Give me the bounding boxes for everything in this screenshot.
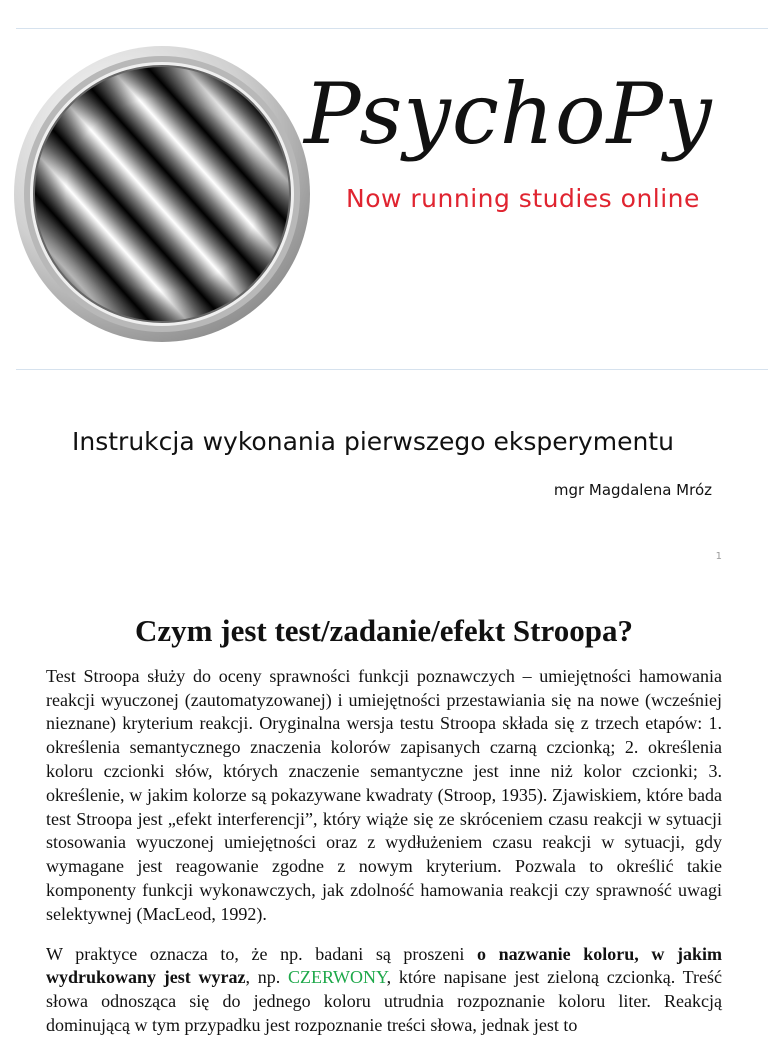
paragraph-practice (46, 943, 722, 1038)
brand-wordmark: PsychoPy (304, 65, 713, 163)
slide-author: mgr Magdalena Mróz (553, 481, 712, 499)
text-run: , które napisane jest zieloną czcionką. Treść słowa odnosząca się do jednego koloru utrudnia rozpoznanie koloru liter. Reakcją dominującą w tym przypadku jest rozpoznanie treści słowa, jednak jest to (46, 967, 722, 1035)
document-section (46, 612, 722, 1054)
slide-title: Instrukcja wykonania pierwszego eksperymentu (72, 427, 674, 456)
top-divider (16, 28, 768, 29)
slide-page-number: 1 (715, 551, 722, 562)
text-run: , np. (245, 967, 288, 988)
brand-tagline: Now running studies online (346, 184, 700, 213)
document-heading: Czym jest test/zadanie/efekt Stroopa? (135, 613, 633, 648)
text-run: W praktyce oznacza to, że np. badani są proszeni (46, 943, 478, 964)
paragraph-intro: Test Stroopa służy do oceny sprawności funkcji poznawczych – umiejętności hamowania reakcji wyuczonej (zautomatyzowanej) i umiejętności przestawiania się na nowe (wcześniej nieznane) kryterium reakcji. Oryginalna wersja testu Stroopa składa się z trzech etapów: 1. określenia semantycznego znaczenia kolorów zapisanych czarną czcionką; 2. określenia koloru czcionki słów, których znaczenie semantyczne jest inne niż kolor czcionki; 3. określenie, w jakim kolorze są pokazywane kwadraty (Stroop, 1935). Zjawiskiem, które bada test Stroopa jest „efekt interferencji”, który wiąże się ze skróceniem czasu reakcji w sytuacji stosowania wyuczonej umiejętności oraz z wydłużeniem czasu reakcji w sytuacji, gdy wymagane jest reagowanie zgodne z nowym kryterium. Pozwala to określić takie komponenty funkcji wykonawczych, jak zdolność hamowania reakcji czy sprawność uwagi selektywnej (MacLeod, 1992). (46, 665, 722, 924)
header-divider (16, 369, 768, 370)
striped-lens-icon (12, 44, 312, 344)
example-colored-word: CZERWONY (287, 967, 387, 988)
emphasis-text: o nazwanie koloru, w jakim wydrukowany jest wyraz (46, 943, 722, 988)
